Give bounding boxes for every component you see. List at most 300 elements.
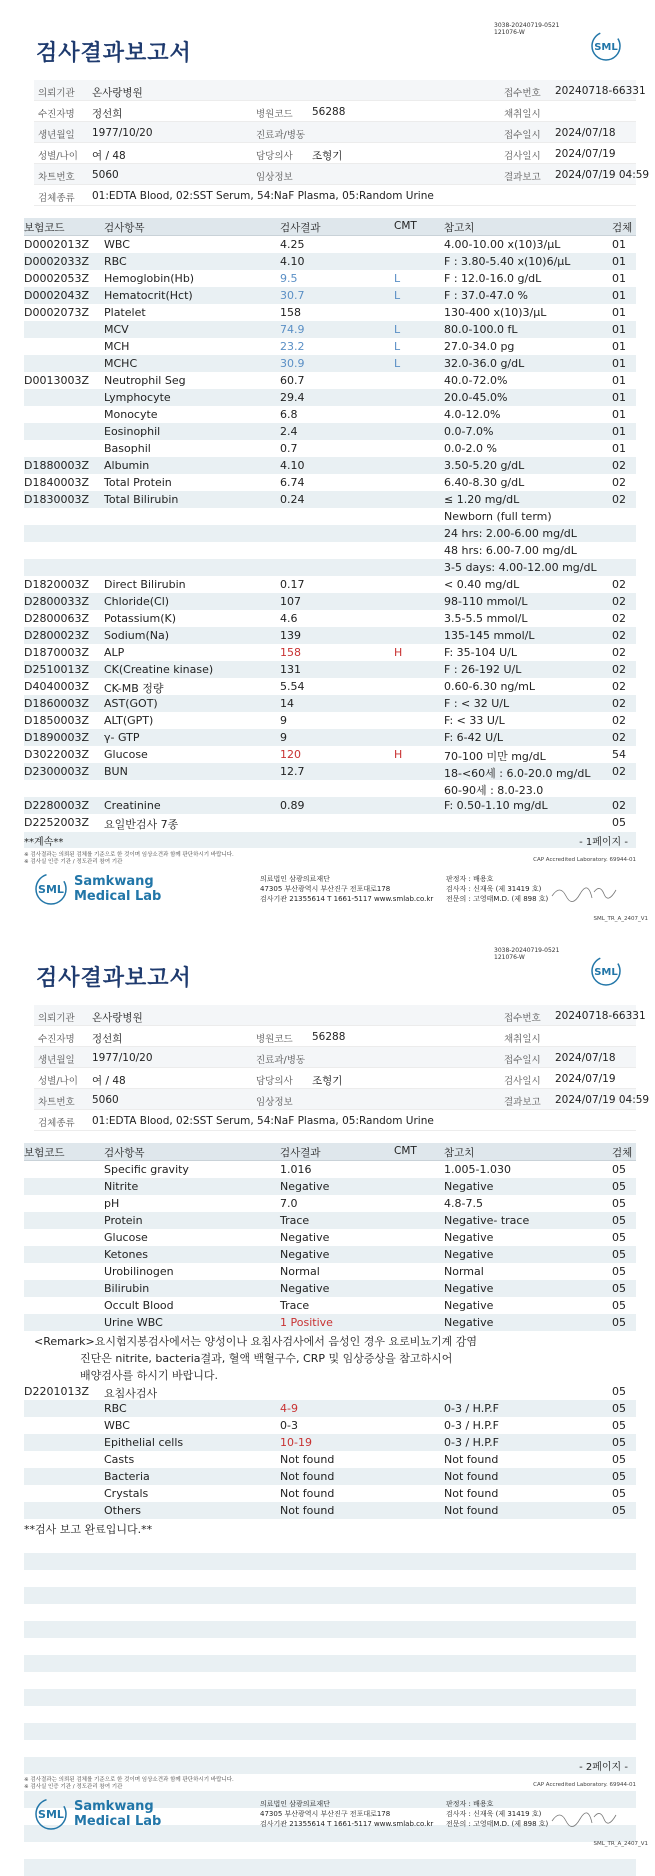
result-cell: 10-19 <box>280 1436 312 1449</box>
specimen-cell: 05 <box>612 816 626 829</box>
receive-date: 2024/07/18 <box>555 127 616 139</box>
reference-cell: 4.8-7.5 <box>444 1197 483 1210</box>
sml-logo-icon <box>590 30 622 62</box>
item-cell: Chloride(Cl) <box>104 595 170 608</box>
table-row <box>24 355 636 372</box>
item-cell: Total Protein <box>104 476 172 489</box>
item-cell: Sodium(Na) <box>104 629 169 642</box>
result-cell: 0.17 <box>280 578 305 591</box>
code-cell: D0002043Z <box>24 289 89 302</box>
table-row <box>24 1280 636 1297</box>
table-row <box>24 270 636 287</box>
result-cell: 0.24 <box>280 493 305 506</box>
rows <box>24 236 636 831</box>
item-cell: MCV <box>104 323 129 336</box>
item-cell: Glucose <box>104 748 148 761</box>
table-row <box>24 338 636 355</box>
result-cell: 14 <box>280 697 294 710</box>
result-cell: 4-9 <box>280 1402 298 1415</box>
svg-text:SML: SML <box>594 967 618 978</box>
table-row <box>24 1451 636 1468</box>
exam-date: 2024/07/19 <box>555 148 616 160</box>
reference-cell: F : 3.80-5.40 x(10)6/μL <box>444 255 571 268</box>
remark-line: <Remark>요시험지봉검사에서는 양성이나 요침사검사에서 음성인 경우 요로비뇨기계 감염 <box>34 1335 477 1348</box>
report-title: 검사결과보고서 <box>36 41 192 66</box>
item-cell: Occult Blood <box>104 1299 174 1312</box>
specimen-types: 01:EDTA Blood, 02:SST Serum, 54:NaF Plasma, 05:Random Urine <box>92 190 434 202</box>
specimen-cell: 01 <box>612 357 626 370</box>
item-cell: 요일반검사 7종 <box>104 818 179 831</box>
reference-cell: Not found <box>444 1504 499 1517</box>
item-cell: AST(GOT) <box>104 697 158 710</box>
company-name: Samkwang Medical Lab <box>74 874 162 904</box>
specimen-cell: 05 <box>612 1453 626 1466</box>
empty-row <box>24 1672 636 1689</box>
result-cell: Not found <box>280 1487 335 1500</box>
signers: 판정자 : 배용호 검사자 : 신재욱 (제 31419 호) 전문의 : 고영태M.D. (제 898 호) <box>446 875 549 903</box>
table-header: 보험코드 검사항목 검사결과 CMT 참고치 검체 <box>24 218 636 236</box>
code-cell: D2252003Z <box>24 816 89 829</box>
specimen-cell: 05 <box>612 1299 626 1312</box>
code-cell: D1880003Z <box>24 459 89 472</box>
specimen-cell: 05 <box>612 1214 626 1227</box>
specimen-cell: 05 <box>612 1487 626 1500</box>
item-cell: WBC <box>104 1419 130 1432</box>
item-cell: Total Bilirubin <box>104 493 179 506</box>
item-cell: WBC <box>104 238 130 251</box>
result-cell: 4.6 <box>280 612 298 625</box>
result-cell: Normal <box>280 1265 320 1278</box>
specimen-cell: 05 <box>612 1248 626 1261</box>
table-row <box>24 1502 636 1519</box>
report-date: 2024/07/19 04:59 <box>555 169 650 181</box>
reference-cell: Newborn (full term) <box>444 510 552 523</box>
table-row <box>24 1434 636 1451</box>
table-row <box>24 661 636 678</box>
page-number: - 1페이지 - <box>579 837 628 848</box>
result-cell: Trace <box>280 1299 310 1312</box>
result-cell: 4.10 <box>280 255 305 268</box>
code-cell: D1820003Z <box>24 578 89 591</box>
sex-age: 여 / 48 <box>92 150 126 162</box>
code-cell: D2300003Z <box>24 765 89 778</box>
item-cell: Platelet <box>104 306 146 319</box>
reference-cell: 3.50-5.20 g/dL <box>444 459 525 472</box>
code-cell: D1850003Z <box>24 714 89 727</box>
table-row <box>24 1161 636 1178</box>
item-cell: Lymphocyte <box>104 391 171 404</box>
specimen-cell: 02 <box>612 578 626 591</box>
continued-label: **계속** <box>24 837 64 848</box>
table-row <box>24 678 636 695</box>
table-row <box>24 695 636 712</box>
item-cell: Specific gravity <box>104 1163 189 1176</box>
result-cell: 30.9 <box>280 357 305 370</box>
table-row <box>24 1178 636 1195</box>
specimen-cell: 01 <box>612 272 626 285</box>
report-page-1 <box>0 0 655 925</box>
result-cell: 158 <box>280 306 301 319</box>
item-cell: Albumin <box>104 459 150 472</box>
code-cell: D0002073Z <box>24 306 89 319</box>
table-row <box>24 508 636 525</box>
code-cell: D2800033Z <box>24 595 89 608</box>
specimen-cell: 02 <box>612 765 626 778</box>
reference-cell: ≤ 1.20 mg/dL <box>444 493 520 506</box>
result-cell: 9.5 <box>280 272 298 285</box>
reference-cell: 18-<60세 : 6.0-20.0 mg/dL <box>444 767 591 780</box>
sml-brand-icon <box>34 872 68 906</box>
empty-row <box>24 1655 636 1672</box>
item-cell: 요침사검사 <box>104 1387 158 1400</box>
reference-cell: F : 37.0-47.0 % <box>444 289 528 302</box>
table-row <box>24 627 636 644</box>
result-cell: 6.74 <box>280 476 305 489</box>
result-cell: 139 <box>280 629 301 642</box>
result-cell: 12.7 <box>280 765 305 778</box>
result-cell: 158 <box>280 646 301 659</box>
specimen-cell: 02 <box>612 799 626 812</box>
sml-logo-icon <box>590 955 622 987</box>
result-cell: Negative <box>280 1231 330 1244</box>
reference-cell: F: < 33 U/L <box>444 714 505 727</box>
specimen-cell: 05 <box>612 1197 626 1210</box>
item-cell: Glucose <box>104 1231 148 1244</box>
flag-cell: L <box>394 340 401 353</box>
result-cell: 120 <box>280 748 301 761</box>
receipt-no-value: 20240718-66331 <box>555 85 646 97</box>
result-cell: 30.7 <box>280 289 305 302</box>
table-row <box>24 389 636 406</box>
table-row <box>24 729 636 746</box>
patient-name: 정선희 <box>92 108 123 120</box>
empty-row <box>24 1706 636 1723</box>
reference-cell: 24 hrs: 2.00-6.00 mg/dL <box>444 527 577 540</box>
table-row <box>24 1246 636 1263</box>
result-cell: Not found <box>280 1453 335 1466</box>
reference-cell: 1.005-1.030 <box>444 1163 511 1176</box>
completion-label: **검사 보고 완료입니다.** <box>24 1523 153 1536</box>
specimen-cell: 02 <box>612 595 626 608</box>
specimen-cell: 05 <box>612 1419 626 1432</box>
signature-icon <box>550 880 620 906</box>
result-cell: 23.2 <box>280 340 305 353</box>
reference-cell: F: 0.50-1.10 mg/dL <box>444 799 548 812</box>
specimen-cell: 05 <box>612 1265 626 1278</box>
item-cell: RBC <box>104 1402 127 1415</box>
item-cell: Monocyte <box>104 408 158 421</box>
item-cell: Hematocrit(Hct) <box>104 289 193 302</box>
empty-row <box>24 1604 636 1621</box>
specimen-cell: 02 <box>612 714 626 727</box>
result-cell: 0-3 <box>280 1419 298 1432</box>
empty-row <box>24 1723 636 1740</box>
page-footer-2: - 2페이지 - ※ 검사결과는 의뢰된 검체를 기준으로 한 것이며 임상소견과 함께 판단하시기 바랍니다. ※ 검사실 인증 기관 / 정도관리 참여 기관 CAP Accredited Laboratory. 69944-01 <box>24 1757 636 1773</box>
result-cell: 74.9 <box>280 323 305 336</box>
specimen-cell: 01 <box>612 289 626 302</box>
item-cell: Others <box>104 1504 141 1517</box>
specimen-cell: 02 <box>612 493 626 506</box>
specimen-cell: 01 <box>612 391 626 404</box>
item-cell: Eosinophil <box>104 425 161 438</box>
lab-address: 의료법인 삼광의료재단 47305 부산광역시 부산진구 전포대로178 검사기관 21355614 T 1661-5117 www.smlab.co.kr <box>260 875 434 903</box>
item-cell: RBC <box>104 255 127 268</box>
reference-cell: Negative <box>444 1248 494 1261</box>
table-row <box>24 1229 636 1246</box>
item-cell: Protein <box>104 1214 143 1227</box>
item-cell: Basophil <box>104 442 151 455</box>
item-cell: Creatinine <box>104 799 161 812</box>
flag-cell: H <box>394 748 403 761</box>
item-cell: MCHC <box>104 357 138 370</box>
result-cell: Negative <box>280 1180 330 1193</box>
result-cell: 9 <box>280 714 287 727</box>
item-cell: pH <box>104 1197 120 1210</box>
reference-cell: 135-145 mmol/L <box>444 629 535 642</box>
remark-block <box>24 1331 636 1383</box>
item-cell: Nitrite <box>104 1180 139 1193</box>
specimen-cell: 02 <box>612 697 626 710</box>
specimen-cell: 54 <box>612 748 626 761</box>
code-cell: D1870003Z <box>24 646 89 659</box>
reference-cell: 98-110 mmol/L <box>444 595 528 608</box>
item-cell: Epithelial cells <box>104 1436 184 1449</box>
table-row <box>24 797 636 814</box>
reference-cell: 6.40-8.30 g/dL <box>444 476 525 489</box>
item-cell: Bacteria <box>104 1470 150 1483</box>
reference-cell: Negative <box>444 1282 494 1295</box>
code-cell: D3022003Z <box>24 748 89 761</box>
item-cell: CK(Creatine kinase) <box>104 663 214 676</box>
table-row <box>24 372 636 389</box>
empty-row <box>24 1638 636 1655</box>
empty-row <box>24 1740 636 1757</box>
empty-row <box>24 1859 636 1876</box>
reference-cell: 0-3 / H.P.F <box>444 1402 499 1415</box>
reference-cell: 27.0-34.0 pg <box>444 340 515 353</box>
specimen-cell: 05 <box>612 1163 626 1176</box>
reference-cell: 3.5-5.5 mmol/L <box>444 612 528 625</box>
reference-cell: 0-3 / H.P.F <box>444 1419 499 1432</box>
svg-text:SML: SML <box>38 1808 64 1821</box>
report-title-2: 검사결과보고서 <box>36 966 192 991</box>
cap-accreditation: CAP Accredited Laboratory. 69944-01 <box>533 857 636 863</box>
svg-text:SML: SML <box>594 42 618 53</box>
table-row <box>24 457 636 474</box>
empty-row <box>24 1621 636 1638</box>
table-row <box>24 1383 636 1400</box>
hospital-code: 56288 <box>312 106 346 118</box>
rows <box>24 1383 636 1519</box>
table-row <box>24 423 636 440</box>
specimen-cell: 05 <box>612 1316 626 1329</box>
patient-info: 의뢰기관 온사랑병원 접수번호 20240718-66331 수진자명 정선희 병원코드 56288 채취일시 생년월일 1977/10/20 진료과/병동 접수일시 2024/07/18 성별/나이 여 / 48 담당의사 조형기 검사일시 2024/07/19 차트번호 5060 임상정보 결과보고 2024/07/19 04:59 검체종류 01:EDTA Blood, 02:SST Serum, 54:NaF Plasma, 05:Random Urine <box>34 80 636 206</box>
result-cell: 1 Positive <box>280 1316 333 1329</box>
reference-cell: Not found <box>444 1470 499 1483</box>
lab-banner: SML Samkwang Medical Lab 의료법인 삼광의료재단 47305 부산광역시 부산진구 전포대로178 검사기관 21355614 T 1661-5117 www.smlab.co.kr 판정자 : 배용호 검사자 : 신재욱 (제 31419 호) 전문의 : 고영태M.D. (제 898 호) SML_TR_A_2407_V1 <box>34 866 636 924</box>
specimen-cell: 01 <box>612 238 626 251</box>
page-footer: **계속** - 1페이지 - ※ 검사결과는 의뢰된 검체를 기준으로 한 것이며 임상소견과 함께 판단하시기 바랍니다. ※ 검사실 인증 기관 / 정도관리 참여 기관 CAP Accredited Laboratory. 69944-01 <box>24 832 636 848</box>
table-row <box>24 1195 636 1212</box>
remark-line: 배양검사를 하시기 바랍니다. <box>80 1369 219 1382</box>
result-cell: Not found <box>280 1504 335 1517</box>
result-cell: Negative <box>280 1282 330 1295</box>
reference-cell: Negative <box>444 1299 494 1312</box>
signature-icon <box>550 1805 620 1831</box>
result-cell: 4.25 <box>280 238 305 251</box>
item-cell: Potassium(K) <box>104 612 177 625</box>
table-row <box>24 321 636 338</box>
table-row <box>24 253 636 270</box>
item-cell: Hemoglobin(Hb) <box>104 272 195 285</box>
reference-cell: Negative <box>444 1316 494 1329</box>
chart-no: 5060 <box>92 169 119 181</box>
doctor-name: 조형기 <box>312 150 343 162</box>
sml-brand-icon <box>34 1797 68 1831</box>
code-cell: D0002033Z <box>24 255 89 268</box>
table-row <box>24 287 636 304</box>
item-cell: Bilirubin <box>104 1282 150 1295</box>
specimen-cell: 02 <box>612 731 626 744</box>
reference-cell: 20.0-45.0% <box>444 391 508 404</box>
item-cell: γ- GTP <box>104 731 140 744</box>
reference-cell: 3-5 days: 4.00-12.00 mg/dL <box>444 561 597 574</box>
item-cell: Urine WBC <box>104 1316 163 1329</box>
table-row <box>24 644 636 661</box>
item-cell: Urobilinogen <box>104 1265 174 1278</box>
result-cell: 1.016 <box>280 1163 312 1176</box>
result-cell: 9 <box>280 731 287 744</box>
empty-row <box>24 1689 636 1706</box>
page-number: - 2페이지 - <box>579 1762 628 1773</box>
flag-cell: H <box>394 646 403 659</box>
patient-info-2: 의뢰기관 온사랑병원 접수번호 20240718-66331 수진자명 정선희 병원코드 56288 채취일시 생년월일 1977/10/20 진료과/병동 접수일시 2024/07/18 성별/나이 여 / 48 담당의사 조형기 검사일시 2024/07/19 차트번호 5060 임상정보 결과보고 2024/07/19 04:59 검체종류 01:EDTA Blood, 02:SST Serum, 54:NaF Plasma, 05:Random Urine <box>34 1005 636 1131</box>
table-row <box>24 440 636 457</box>
institution-value: 온사랑병원 <box>92 87 143 99</box>
reference-cell: 40.0-72.0% <box>444 374 508 387</box>
reference-cell: Normal <box>444 1265 484 1278</box>
specimen-cell: 02 <box>612 629 626 642</box>
result-cell: 6.8 <box>280 408 298 421</box>
table-row <box>24 1297 636 1314</box>
reference-cell: 70-100 미만 mg/dL <box>444 750 546 763</box>
flag-cell: L <box>394 289 401 302</box>
code-cell: D0002013Z <box>24 238 89 251</box>
table-row <box>24 1212 636 1229</box>
code-cell: D0002053Z <box>24 272 89 285</box>
specimen-cell: 02 <box>612 646 626 659</box>
dob-value: 1977/10/20 <box>92 127 153 139</box>
reference-cell: 130-400 x(10)3/μL <box>444 306 547 319</box>
specimen-cell: 02 <box>612 663 626 676</box>
table-row <box>24 576 636 593</box>
specimen-cell: 05 <box>612 1436 626 1449</box>
empty-row <box>24 1587 636 1604</box>
code-cell: D1890003Z <box>24 731 89 744</box>
specimen-cell: 01 <box>612 374 626 387</box>
report-page-2: 3038-20240719-0521 121076-W 검사결과보고서 SML 의뢰기관 온사랑병원 접수번호 20240718-66331 수진자명 정선희 병원코드 56288 채취일시 생년월일 1977/10/20 진료과/병동 접수일시 2024/07/18 성별/나이 여 / 48 담당의사 조형기 검사일시 2024/07/19 차트번호 5060 임상정보 결과보고 2024/07/19 04:59 검체종류 01:EDTA Blood, 02:SST Serum, 54:NaF Plasma, 05:Random Urine 보험코드 검사항목 검사결과 CMT 참고치 검체 Specific gravity 1.016 1.005-1.030 05 Nitrite Negative Negative 05 pH 7.0 4.8-7.5 05 Protein Trace Negative- trace 05 Glucose Negative Negative 05 Ketones Negative Negative 05 Urobilinogen Normal Normal 05 Bilirubin Negative Negative 05 Occult Blood Trace Negative 05 Urine WBC 1 Positive Negative 05 <Remark>요시험지봉검사에서는 양성이나 요침사검사에서 음성인 경우 요로비뇨기계 감염 진단은 nitrite, bacteria결과, 혈액 백혈구수, CRP 및 임상증상을 참고하시어 배양검사를 하시기 바랍니다. D2201013Z 요침사검사 05 RBC 4-9 0-3 / H.P.F 05 WBC 0-3 0-3 / H.P.F 05 Epithelial cells 10-19 0-3 / H.P.F 05 Casts Not found Not found 05 Bacteria Not found Not found 05 Crystals Not found Not found 05 Others Not found Not found 05 **검사 보고 완료입니다.** - 2페이지 - ※ 검사결과는 의뢰된 검체를 기준으로 한 것이며 임상소견과 함께 판단하시기 바랍니다. ※ 검사실 인증 기관 / 정도관리 참여 기관 CAP Accredited Laboratory. 69944-01 SML Samkwang Medical Lab 의료법인 삼광의료재단 47305 부산광역시 부산진구 전포대로178 검사기관 21355614 T 1661-5117 www.smlab.co.kr 판정자 : 배용호 검사자 : 신재욱 (제 31419 호) 전문의 : 고영태M.D. (제 898 호) SML_TR_A_2407_V1 <box>0 925 655 1850</box>
completion-row <box>24 1519 636 1536</box>
reference-cell: < 0.40 mg/dL <box>444 578 520 591</box>
table-row <box>24 780 636 797</box>
empty-row <box>24 1536 636 1553</box>
result-cell: 107 <box>280 595 301 608</box>
table-row <box>24 474 636 491</box>
specimen-cell: 05 <box>612 1504 626 1517</box>
table-row <box>24 1485 636 1502</box>
specimen-cell: 02 <box>612 680 626 693</box>
result-cell: 29.4 <box>280 391 305 404</box>
reference-cell: F: 35-104 U/L <box>444 646 518 659</box>
table-row <box>24 1417 636 1434</box>
reference-cell: 48 hrs: 6.00-7.00 mg/dL <box>444 544 577 557</box>
code-cell: D2280003Z <box>24 799 89 812</box>
table-row <box>24 1400 636 1417</box>
reference-cell: Negative- trace <box>444 1214 530 1227</box>
results-table-page1 <box>24 218 636 831</box>
document-id: 3038-20240719-0521 121076-W <box>494 22 560 36</box>
reference-cell: Not found <box>444 1453 499 1466</box>
result-cell: Negative <box>280 1248 330 1261</box>
specimen-cell: 05 <box>612 1180 626 1193</box>
code-cell: D2201013Z <box>24 1385 89 1398</box>
reference-cell: F : 26-192 U/L <box>444 663 522 676</box>
table-row <box>24 304 636 321</box>
specimen-cell: 01 <box>612 425 626 438</box>
result-cell: 5.54 <box>280 680 305 693</box>
table-row <box>24 491 636 508</box>
item-cell: ALP <box>104 646 125 659</box>
specimen-cell: 02 <box>612 459 626 472</box>
code-cell: D1860003Z <box>24 697 89 710</box>
table-row <box>24 746 636 763</box>
empty-row <box>24 1570 636 1587</box>
reference-cell: F : 12.0-16.0 g/dL <box>444 272 542 285</box>
flag-cell: L <box>394 323 401 336</box>
table-row <box>24 1314 636 1331</box>
reference-cell: 0.60-6.30 ng/mL <box>444 680 535 693</box>
code-cell: D2800063Z <box>24 612 89 625</box>
code-cell: D0013003Z <box>24 374 89 387</box>
reference-cell: 0-3 / H.P.F <box>444 1436 499 1449</box>
flag-cell: L <box>394 357 401 370</box>
code-cell: D1830003Z <box>24 493 89 506</box>
item-cell: Ketones <box>104 1248 148 1261</box>
result-cell: 131 <box>280 663 301 676</box>
code-cell: D2800023Z <box>24 629 89 642</box>
item-cell: MCH <box>104 340 130 353</box>
svg-text:SML: SML <box>38 883 64 896</box>
reference-cell: Negative <box>444 1231 494 1244</box>
reference-cell: F : < 32 U/L <box>444 697 510 710</box>
table-row <box>24 1468 636 1485</box>
result-cell: 2.4 <box>280 425 298 438</box>
specimen-cell: 01 <box>612 340 626 353</box>
reference-cell: 32.0-36.0 g/dL <box>444 357 525 370</box>
result-cell: 4.10 <box>280 459 305 472</box>
code-cell: D1840003Z <box>24 476 89 489</box>
result-cell: 0.89 <box>280 799 305 812</box>
remark-line: 진단은 nitrite, bacteria결과, 혈액 백혈구수, CRP 및 임상증상을 참고하시어 <box>80 1352 453 1365</box>
item-cell: Direct Bilirubin <box>104 578 186 591</box>
table-row <box>24 236 636 253</box>
item-cell: Crystals <box>104 1487 149 1500</box>
result-cell: 0.7 <box>280 442 298 455</box>
reference-cell: F: 6-42 U/L <box>444 731 504 744</box>
item-cell: BUN <box>104 765 128 778</box>
rows <box>24 1161 636 1331</box>
table-row <box>24 814 636 831</box>
